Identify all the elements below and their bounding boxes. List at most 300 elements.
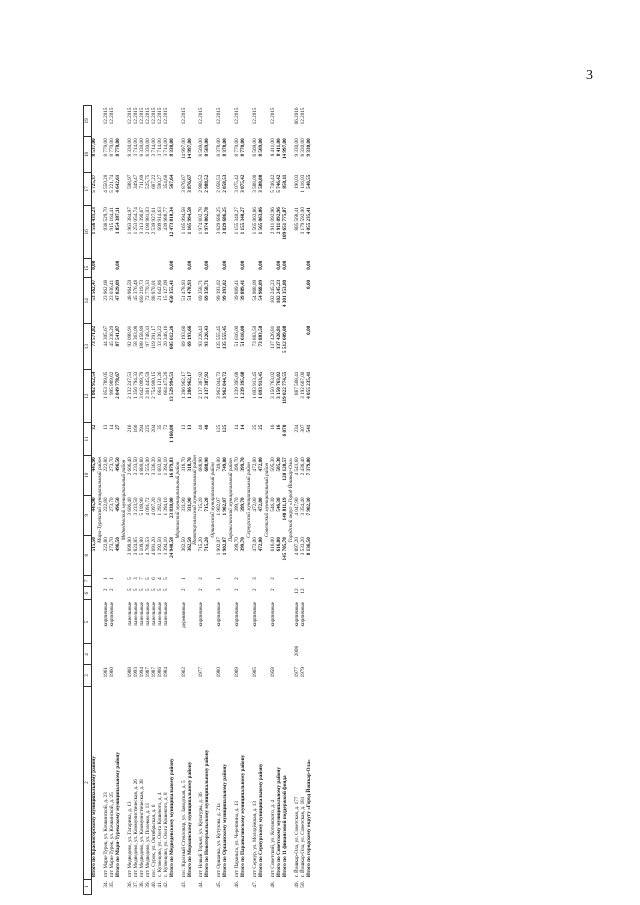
table-cell: 1 902,07: [222, 537, 229, 556]
table-cell: 1977: [293, 667, 300, 678]
table-cell: 8 330,00: [126, 138, 133, 157]
column-header: 3: [84, 665, 92, 686]
table-cell: 4 691,20: [150, 537, 157, 556]
table-cell: 39.: [144, 881, 151, 888]
table-cell: 9 330,00: [293, 138, 300, 157]
table-cell: 8 330,00: [138, 138, 145, 157]
table-cell: кирпичные: [299, 601, 306, 627]
table-cell: 69 193,66: [186, 325, 193, 347]
table-cell: 2: [270, 577, 277, 580]
table-cell: 24 940,58: [168, 537, 175, 558]
table-cell: 1 602,00: [156, 457, 163, 476]
table-cell: 505,30: [270, 457, 277, 472]
table-cell: пгт Мари-Турек, ул. Кочкинской, д. 23: [102, 792, 109, 878]
table-cell: 8 569,00: [198, 138, 205, 157]
table-cell: 307: [299, 424, 306, 433]
table-cell: 51 478,93: [186, 279, 193, 301]
table-cell: 445,90: [91, 497, 97, 512]
table-cell: 472,00: [258, 537, 265, 552]
table-cell: пгт Медведево, ул. Коммунистическая, д. 26: [132, 779, 139, 878]
table-cell: [307, 575, 313, 586]
table-cell: [307, 600, 313, 644]
table-cell: 12.2015: [138, 107, 145, 125]
table-cell: 1: [108, 577, 115, 580]
table-cell: 1 116,03: [299, 174, 306, 193]
table-cell: 4 055 235,41: [305, 371, 312, 399]
table-cell: 715,20: [198, 537, 205, 552]
table-cell: 1 239 395,68: [240, 371, 247, 399]
table-cell: 3 829 686,25: [222, 207, 229, 235]
table-cell: 4 055 235,41: [305, 207, 312, 235]
table-cell: 2 539 927,61: [150, 207, 157, 235]
table-cell: панельные: [162, 601, 169, 626]
table-cell: 3 642 099,79: [138, 371, 145, 399]
table-cell: 331,90: [186, 497, 193, 512]
table-cell: 88 970,01: [150, 279, 157, 301]
table-cell: 3 150 763,02: [276, 371, 283, 399]
table-cell: 42.: [162, 881, 169, 888]
table-cell: 1 693 913,45: [252, 371, 259, 399]
table-cell: пгт Мари-Турек, ул. Кочкинской, д. 25: [108, 792, 115, 878]
table-cell: 687,22: [150, 174, 157, 189]
table-cell: 1 292,50: [156, 497, 163, 516]
column-header: 6: [84, 586, 92, 599]
table-cell: 2008: [293, 645, 300, 657]
table-cell: 14 997,00: [282, 138, 288, 160]
table-cell: 190,03: [293, 174, 300, 189]
table-cell: 135 555,45: [216, 325, 223, 350]
column-header: 11: [84, 423, 92, 456]
table-cell: 1 974 802,78: [198, 207, 205, 235]
page-number: 3: [586, 68, 593, 83]
table-cell: 541: [305, 424, 312, 433]
table-cell: 45.: [216, 881, 223, 888]
table-cell: 12.2015: [102, 107, 109, 125]
table-cell: 3 313 390,67: [138, 207, 145, 235]
table-cell: 887 568,41: [293, 371, 300, 395]
table-cell: 45 236,20: [108, 325, 115, 347]
table-cell: 5: [162, 588, 169, 592]
table-cell: 12: [299, 588, 306, 594]
table-cell: 4 301 353,80: [282, 279, 288, 308]
table-cell: 188 458,89: [138, 325, 145, 350]
table-cell: 50.: [299, 881, 306, 888]
table-cell: 12.2015: [180, 107, 187, 125]
table-cell: пос. Красный Стекловар, ул. Заводская, д. 5: [180, 780, 187, 878]
table-cell: панельные: [150, 601, 157, 626]
table-cell: 2 058,53: [216, 174, 223, 193]
table-cell: 36.: [126, 881, 133, 888]
table-cell: 0,00: [240, 260, 247, 270]
table-cell: 5: [126, 577, 133, 580]
table-cell: 25: [258, 424, 265, 430]
table-cell: 1 053 789,05: [102, 371, 109, 399]
table-cell: 3: [252, 577, 259, 580]
table-cell: 3 962 044,72: [222, 371, 229, 399]
table-cell: 40.: [150, 881, 157, 888]
table-cell: 12.2015: [132, 107, 139, 125]
table-cell: 4 047,90: [293, 497, 300, 516]
column-header: 4: [84, 644, 92, 665]
table-cell: 166: [132, 424, 139, 433]
table-cell: 33 236,22: [156, 325, 163, 347]
table-cell: 294: [138, 424, 145, 433]
table-cell: 664 121,26: [156, 371, 163, 395]
table-cell: 472,00: [252, 497, 259, 512]
table-cell: 515,50: [91, 537, 97, 552]
table-cell: панельные: [126, 601, 133, 626]
table-cell: 145 705,78: [282, 537, 288, 561]
table-cell: 06.2016: [293, 107, 300, 125]
table-cell: 715,20: [198, 497, 205, 512]
table-cell: 1 394,10: [162, 537, 169, 556]
section-title: Городской округ «Город Йошкар-Ола»: [287, 457, 294, 543]
table-cell: 119 022 774,55: [282, 371, 288, 404]
table-cell: 225: [144, 424, 151, 433]
table-cell: пгт Сернур, ул. Молодёжная, д. 13: [252, 801, 259, 878]
column-header: 2: [84, 686, 92, 879]
table-cell: 32: [91, 424, 97, 430]
table-cell: пгт Параньга, ул. Черепнина, д. 13: [234, 800, 241, 878]
table-cell: 2 911 092,96: [276, 207, 283, 235]
table-cell: 399,70: [234, 457, 241, 472]
table-cell: 3 824,85: [132, 537, 139, 556]
table-cell: 1 286 962,17: [186, 371, 193, 399]
table-cell: пгт Медведево, ул. Полевая, д. 13: [144, 803, 151, 878]
column-header: 19: [84, 106, 92, 137]
table-cell: 6 070: [282, 424, 288, 437]
table-cell: 8 330,00: [299, 138, 306, 157]
table-cell: 12.2015: [150, 107, 157, 125]
table-cell: 616,00: [276, 537, 283, 552]
table-cell: пос. Сурок, ул. Октябрьская, д. 6: [150, 804, 157, 878]
table-cell: 12.2015: [270, 107, 277, 125]
table-cell: 140 811,19: [282, 497, 288, 521]
table-cell: 2 137 387,92: [198, 371, 205, 399]
table-cell: 3 714,00: [132, 138, 139, 157]
table-cell: Итого по Оршанскому муниципальному району: [222, 764, 229, 878]
table-cell: 5 221,74: [108, 174, 115, 193]
table-cell: 605 612,26: [168, 325, 175, 350]
table-cell: 4 642,61: [114, 174, 121, 193]
table-cell: 399,70: [240, 497, 247, 512]
column-header: 13: [84, 324, 92, 370]
table-cell: 4 880,80: [138, 457, 145, 476]
table-cell: 399,70: [240, 537, 247, 552]
table-cell: 850,11: [282, 174, 288, 189]
table-cell: 1 239 395,68: [234, 371, 241, 399]
table-cell: 5: [132, 588, 139, 592]
table-cell: 125: [222, 424, 229, 433]
table-cell: Итого по Сернурскому муниципальному району: [258, 763, 265, 878]
column-header: 8: [84, 535, 92, 575]
table-cell: 47 029,09: [114, 279, 121, 301]
table-cell: 1965: [252, 667, 259, 678]
housing-repair-table: [83, 105, 313, 895]
table-cell: 12: [293, 588, 300, 594]
table-cell: 3 606,40: [126, 497, 133, 516]
table-cell: 69 358,71: [198, 279, 205, 301]
table-cell: 0,00: [186, 260, 193, 270]
table-cell: 0,00: [222, 260, 229, 270]
table-cell: 40: [198, 424, 205, 430]
table-cell: 72 770,33: [144, 279, 151, 301]
table-cell: 119 291,17: [150, 325, 157, 349]
table-cell: 160 219,73: [138, 279, 145, 304]
table-cell: [307, 106, 313, 137]
table-cell: 450 355,41: [168, 279, 175, 304]
section-title: Параньгинский муниципальный район: [228, 458, 235, 542]
table-cell: 362,50: [180, 537, 187, 552]
table-cell: кирпичные: [293, 601, 300, 627]
table-cell: 1 565 063,86: [258, 207, 265, 235]
column-header: 7: [84, 575, 92, 586]
table-cell: 3 714,00: [150, 138, 157, 157]
table-cell: 2 058,53: [222, 174, 229, 193]
table-cell: 8 770,00: [108, 138, 115, 157]
table-cell: 39 889,41: [240, 279, 247, 301]
table-cell: 3 962 044,72: [216, 371, 223, 399]
table-cell: 93 226,43: [204, 325, 211, 347]
table-cell: 273,70: [108, 497, 115, 512]
table-cell: 47.: [252, 881, 259, 888]
table-cell: 1 963 384,97: [126, 207, 133, 235]
table-cell: 54 968,09: [258, 279, 265, 301]
table-cell: 102 245,23: [276, 279, 283, 304]
section-title: Моркинский муниципальный район: [174, 461, 181, 539]
table-cell: 38.: [138, 881, 145, 888]
table-cell: 1 253 054,74: [132, 207, 139, 235]
table-cell: 25: [252, 424, 259, 430]
section-title: Мари-Турекский муниципальный район: [96, 457, 103, 543]
table-cell: 8 411,00: [270, 138, 277, 157]
table-cell: 5 725,37: [91, 174, 97, 193]
table-cell: 1 165 994,58: [180, 207, 187, 235]
table-cell: 3 233,50: [132, 497, 139, 516]
table-cell: 73 571,82: [91, 325, 97, 347]
table-cell: панельные: [138, 601, 145, 626]
table-cell: 14: [234, 424, 241, 430]
table-cell: 234: [293, 424, 300, 433]
table-cell: 1: [293, 577, 300, 580]
table-cell: 27: [114, 424, 121, 430]
table-cell: 46.: [234, 881, 241, 888]
table-cell: [307, 879, 313, 894]
table-cell: 1984: [162, 667, 169, 678]
table-cell: 4 550,20: [102, 174, 109, 193]
table-cell: кирпичные: [270, 601, 277, 627]
table-cell: 1993: [132, 667, 139, 678]
table-cell: кирпичные: [216, 601, 223, 627]
table-cell: 5 109,90: [138, 497, 145, 516]
table-cell: 2 132 247,53: [126, 371, 133, 399]
table-cell: 496,50: [114, 537, 121, 552]
table-cell: 8 378,00: [216, 138, 223, 157]
table-cell: 87 541,87: [114, 325, 121, 347]
table-cell: 3 075,42: [234, 174, 241, 193]
table-cell: 1 155 340,27: [234, 207, 241, 235]
table-cell: 222,80: [102, 457, 109, 472]
table-cell: 14 997,00: [186, 138, 193, 160]
table-cell: 13: [180, 424, 187, 430]
table-cell: 97 748,33: [144, 325, 151, 347]
table-cell: 51 478,93: [180, 279, 187, 301]
table-cell: 1958: [270, 667, 277, 678]
table-cell: 2: [234, 588, 241, 592]
table-cell: 23 830,08: [168, 497, 175, 519]
table-cell: кирпичные: [108, 601, 115, 627]
table-cell: 2 190 981,03: [144, 207, 151, 235]
table-cell: 1986: [156, 667, 163, 678]
section-title: Новоторъяльский муниципальный район: [192, 455, 199, 545]
table-cell: 73 883,50: [258, 325, 265, 347]
table-cell: 472,00: [258, 497, 265, 512]
table-cell: 5 746,42: [276, 174, 283, 193]
table-cell: 4 091,72: [144, 497, 151, 516]
table-cell: 4 786,53: [144, 537, 151, 556]
table-cell: 5: [162, 577, 169, 580]
table-cell: 51 616,00: [234, 325, 241, 347]
table-cell: 3 233,50: [132, 457, 139, 476]
table-cell: 1979: [299, 667, 306, 678]
table-cell: 0,00: [91, 260, 97, 270]
table-cell: 12.2015: [198, 107, 205, 125]
table-cell: 711,69: [138, 174, 145, 189]
table-cell: 23 962,68: [102, 279, 109, 301]
table-cell: 1 394,10: [162, 457, 169, 476]
table-cell: 2 754 900,15: [150, 371, 157, 399]
table-cell: 1 854 387,11: [114, 207, 121, 235]
table-cell: Итого по Параньгинскому муниципальному району: [240, 754, 247, 878]
table-cell: 3 354,40: [299, 497, 306, 516]
table-cell: 1994: [138, 667, 145, 678]
table-cell: 7: [138, 577, 145, 580]
table-cell: 331,90: [180, 497, 187, 512]
table-cell: 5 746,42: [270, 174, 277, 193]
table-cell: 3 179 592,00: [299, 207, 306, 235]
table-cell: 1962: [180, 667, 187, 678]
table-cell: 938 529,70: [102, 207, 109, 231]
table-cell: 34.: [102, 881, 109, 888]
table-cell: 8 569,00: [258, 138, 265, 157]
table-cell: 546,30: [270, 497, 277, 512]
table-cell: 44.: [198, 881, 205, 888]
table-cell: 273,70: [108, 537, 115, 552]
table-cell: 318,70: [180, 457, 187, 472]
table-cell: 3 899,90: [126, 537, 133, 556]
table-cell: панельные: [156, 601, 163, 626]
table-cell: 609 914,63: [156, 207, 163, 231]
column-header: 16: [84, 205, 92, 258]
table-cell: 3: [216, 588, 223, 592]
table-cell: 0,00: [276, 260, 283, 270]
table-cell: 616,00: [270, 537, 277, 552]
table-cell: 8 411,00: [276, 138, 283, 157]
table-cell: деревянные: [180, 601, 187, 628]
table-cell: 49.: [293, 881, 300, 888]
table-cell: панельные: [132, 601, 139, 626]
column-header: 15: [84, 259, 92, 278]
table-cell: 3 714,00: [156, 138, 163, 157]
table-cell: 2: [270, 588, 277, 592]
table-cell: 1980: [216, 667, 223, 678]
table-cell: 3: [132, 577, 139, 580]
table-cell: 4 097,20: [150, 497, 157, 516]
table-cell: 8 537,00: [91, 138, 97, 157]
table-cell: 2: [180, 588, 187, 592]
table-cell: 12.2015: [234, 107, 241, 125]
table-cell: 216: [126, 424, 133, 433]
table-cell: 12.2015: [108, 107, 115, 125]
table-cell: 496,50: [114, 457, 121, 472]
table-cell: 472,00: [252, 457, 259, 472]
column-header: 17: [84, 173, 92, 206]
table-cell: 12 473 810,34: [168, 207, 175, 237]
table-cell: 7 902,30: [305, 497, 312, 516]
table-cell: 99 393,02: [222, 279, 229, 301]
table-cell: 1: [102, 577, 109, 580]
table-cell: 8 770,00: [234, 138, 241, 157]
rotated-table-sheet: [83, 105, 538, 895]
table-cell: 318,70: [186, 457, 193, 472]
table-cell: 5: [138, 588, 145, 592]
table-cell: 12.2015: [252, 107, 259, 125]
table-cell: 53 562,47: [91, 279, 97, 301]
table-cell: 8 569,00: [252, 138, 259, 157]
table-cell: 3 533,20: [299, 537, 306, 556]
total-row: [307, 106, 313, 895]
table-cell: пгт Медведево, ул. Коммунистическая, д. 38: [138, 779, 145, 878]
table-cell: [307, 586, 313, 599]
table-cell: 1 165 994,58: [186, 207, 193, 235]
table-cell: 72: [162, 424, 169, 430]
table-cell: 35: [156, 424, 163, 430]
table-cell: 2 049 778,67: [114, 371, 121, 399]
table-cell: 472,00: [252, 537, 259, 552]
table-cell: 5 109,90: [138, 537, 145, 556]
table-cell: 69 358,71: [204, 279, 211, 301]
section-title: Сернурский муниципальный район: [246, 462, 253, 538]
column-header: 9: [84, 495, 92, 535]
table-cell: 2 438,40: [299, 457, 306, 476]
table-cell: 540,55: [305, 174, 312, 189]
table-cell: 16 879,83: [168, 457, 175, 478]
table-cell: 1988: [126, 667, 133, 678]
table-cell: 92 098,91: [126, 325, 133, 347]
table-cell: 1 565 063,86: [252, 207, 259, 235]
table-cell: 525,75: [144, 174, 151, 189]
table-cell: 3 588,00: [258, 174, 265, 193]
table-cell: 546,30: [276, 497, 283, 512]
table-cell: 472,00: [258, 457, 265, 472]
table-cell: 137 426,81: [270, 325, 277, 350]
table-cell: 12.2015: [156, 107, 163, 125]
table-cell: 0,00: [204, 260, 211, 270]
table-cell: 1987: [150, 667, 157, 678]
table-cell: 1: [180, 577, 187, 580]
table-cell: 51 616,00: [240, 325, 247, 347]
table-cell: 2 988,52: [198, 174, 205, 193]
table-cell: 16: [270, 424, 277, 430]
table-cell: 567,64: [168, 174, 175, 189]
section-title: Оршанский муниципальный район: [210, 462, 217, 538]
table-cell: 273,70: [108, 457, 115, 472]
table-cell: 5: [150, 588, 157, 592]
table-cell: 4 897,20: [293, 537, 300, 556]
table-cell: 54 968,09: [252, 279, 259, 301]
table-cell: 69 193,66: [180, 325, 187, 347]
table-cell: с. Кузнецово, ул. Олега Кошевого, д. 4: [156, 792, 163, 878]
